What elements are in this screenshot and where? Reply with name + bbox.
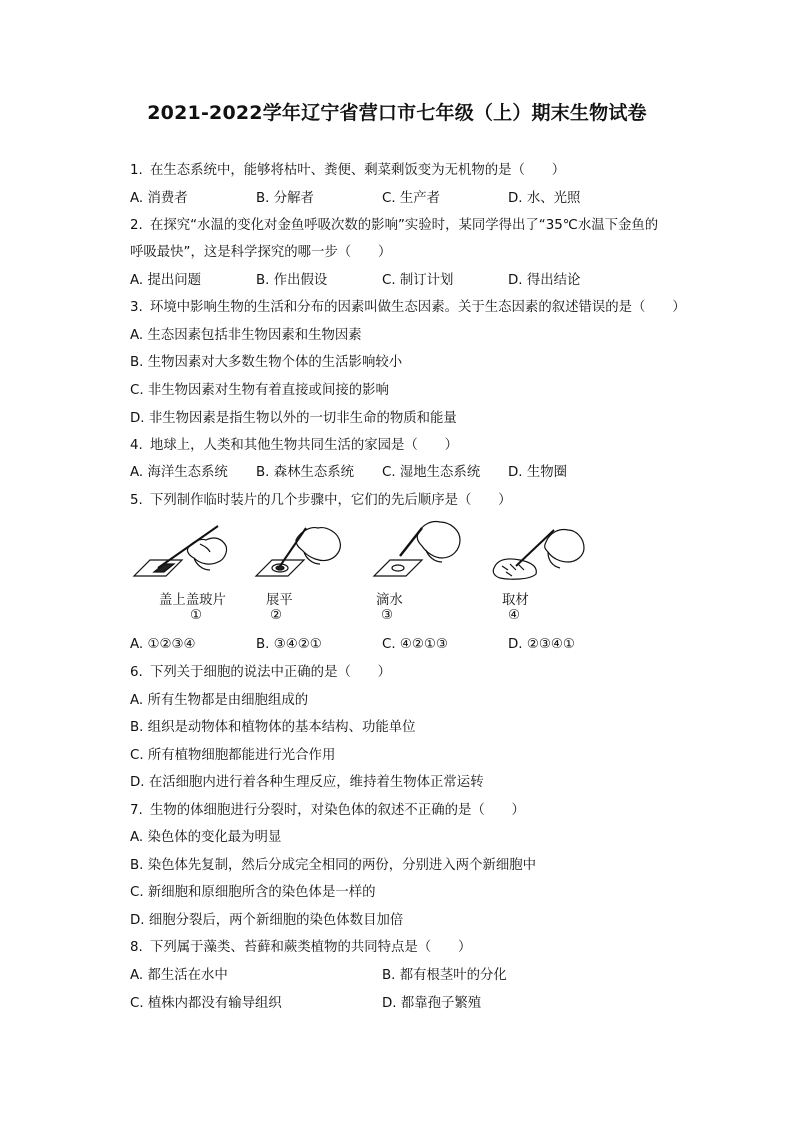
option-b[interactable]: B. 染色体先复制，然后分成完全相同的两份，分别进入两个新细胞中 — [130, 858, 537, 873]
question-text: 下列关于细胞的说法中正确的是（ ） — [150, 665, 392, 680]
option-d[interactable]: D. 水、光照 — [508, 191, 581, 206]
option-b[interactable]: B. 都有根茎叶的分化 — [382, 968, 507, 983]
option-c[interactable]: C. 新细胞和原细胞所含的染色体是一样的 — [130, 885, 376, 900]
option-d[interactable]: D. 在活细胞内进行着各种生理反应，维持着生物体正常运转 — [130, 775, 484, 790]
step-take-material-illustration — [490, 518, 590, 584]
step-drop-water-illustration — [370, 518, 470, 584]
option-d[interactable]: D. 得出结论 — [508, 273, 581, 288]
option-a[interactable]: A. ①②③④ — [130, 637, 196, 652]
question-number: 6. — [130, 665, 143, 680]
option-a[interactable]: A. 都生活在水中 — [130, 968, 228, 983]
question-text-continued: 呼吸最快”，这是科学探究的哪一步（ ） — [130, 245, 392, 260]
step-1-label: 盖上盖玻片 — [159, 593, 226, 608]
question-text: 在生态系统中，能够将枯叶、粪便、剩菜剩饭变为无机物的是（ ） — [150, 163, 566, 178]
option-d[interactable]: D. 生物圈 — [508, 465, 567, 480]
option-c[interactable]: C. 湿地生态系统 — [382, 465, 481, 480]
step-4-label: 取材 — [502, 593, 529, 608]
option-a[interactable]: A. 所有生物都是由细胞组成的 — [130, 693, 309, 708]
question-number: 3. — [130, 300, 143, 315]
option-b[interactable]: B. 生物因素对大多数生物个体的生活影响较小 — [130, 355, 403, 370]
question-number: 2. — [130, 218, 143, 233]
question-number: 7. — [130, 803, 143, 818]
question-number: 1. — [130, 163, 143, 178]
question-number: 4. — [130, 438, 143, 453]
question-text: 在探究“水温的变化对金鱼呼吸次数的影响”实验时，某同学得出了“35℃水温下金鱼的 — [150, 218, 659, 233]
step-flatten-illustration — [252, 518, 352, 584]
question-text: 环境中影响生物的生活和分布的因素叫做生态因素。关于生态因素的叙述错误的是（ ） — [150, 300, 686, 315]
step-2-label: 展平 — [266, 593, 293, 608]
step-2-mark: ② — [270, 608, 283, 623]
option-c[interactable]: C. 植株内都没有输导组织 — [130, 996, 282, 1011]
question-text: 下列属于藻类、苔藓和蕨类植物的共同特点是（ ） — [150, 940, 472, 955]
question-number: 5. — [130, 493, 143, 508]
question-text: 生物的体细胞进行分裂时，对染色体的叙述不正确的是（ ） — [150, 803, 525, 818]
option-b[interactable]: B. 森林生态系统 — [256, 465, 355, 480]
step-cover-slip-illustration — [130, 518, 230, 584]
option-a[interactable]: A. 提出问题 — [130, 273, 201, 288]
question-text: 下列制作临时装片的几个步骤中，它们的先后顺序是（ ） — [150, 493, 512, 508]
step-3-label: 滴水 — [376, 593, 403, 608]
question-text: 地球上，人类和其他生物共同生活的家园是（ ） — [150, 438, 458, 453]
question-number: 8. — [130, 940, 143, 955]
option-b[interactable]: B. 分解者 — [256, 191, 314, 206]
option-a[interactable]: A. 海洋生态系统 — [130, 465, 228, 480]
step-3-mark: ③ — [381, 608, 394, 623]
option-c[interactable]: C. 制订计划 — [382, 273, 454, 288]
exam-title: 2021-2022学年辽宁省营口市七年级（上）期末生物试卷 — [147, 102, 647, 124]
option-c[interactable]: C. 生产者 — [382, 191, 441, 206]
option-c[interactable]: C. ④②①③ — [382, 637, 448, 652]
option-b[interactable]: B. 作出假设 — [256, 273, 328, 288]
option-b[interactable]: B. ③④②① — [256, 637, 322, 652]
option-a[interactable]: A. 染色体的变化最为明显 — [130, 830, 282, 845]
option-d[interactable]: D. 细胞分裂后，两个新细胞的染色体数目加倍 — [130, 913, 404, 928]
option-b[interactable]: B. 组织是动物体和植物体的基本结构、功能单位 — [130, 720, 416, 735]
step-4-mark: ④ — [508, 608, 521, 623]
option-c[interactable]: C. 所有植物细胞都能进行光合作用 — [130, 748, 336, 763]
option-d[interactable]: D. ②③④① — [508, 637, 575, 652]
option-a[interactable]: A. 消费者 — [130, 191, 188, 206]
option-d[interactable]: D. 都靠孢子繁殖 — [382, 996, 482, 1011]
option-a[interactable]: A. 生态因素包括非生物因素和生物因素 — [130, 328, 362, 343]
step-1-mark: ① — [190, 608, 203, 623]
option-c[interactable]: C. 非生物因素对生物有着直接或间接的影响 — [130, 383, 389, 398]
option-d[interactable]: D. 非生物因素是指生物以外的一切非生命的物质和能量 — [130, 411, 457, 426]
